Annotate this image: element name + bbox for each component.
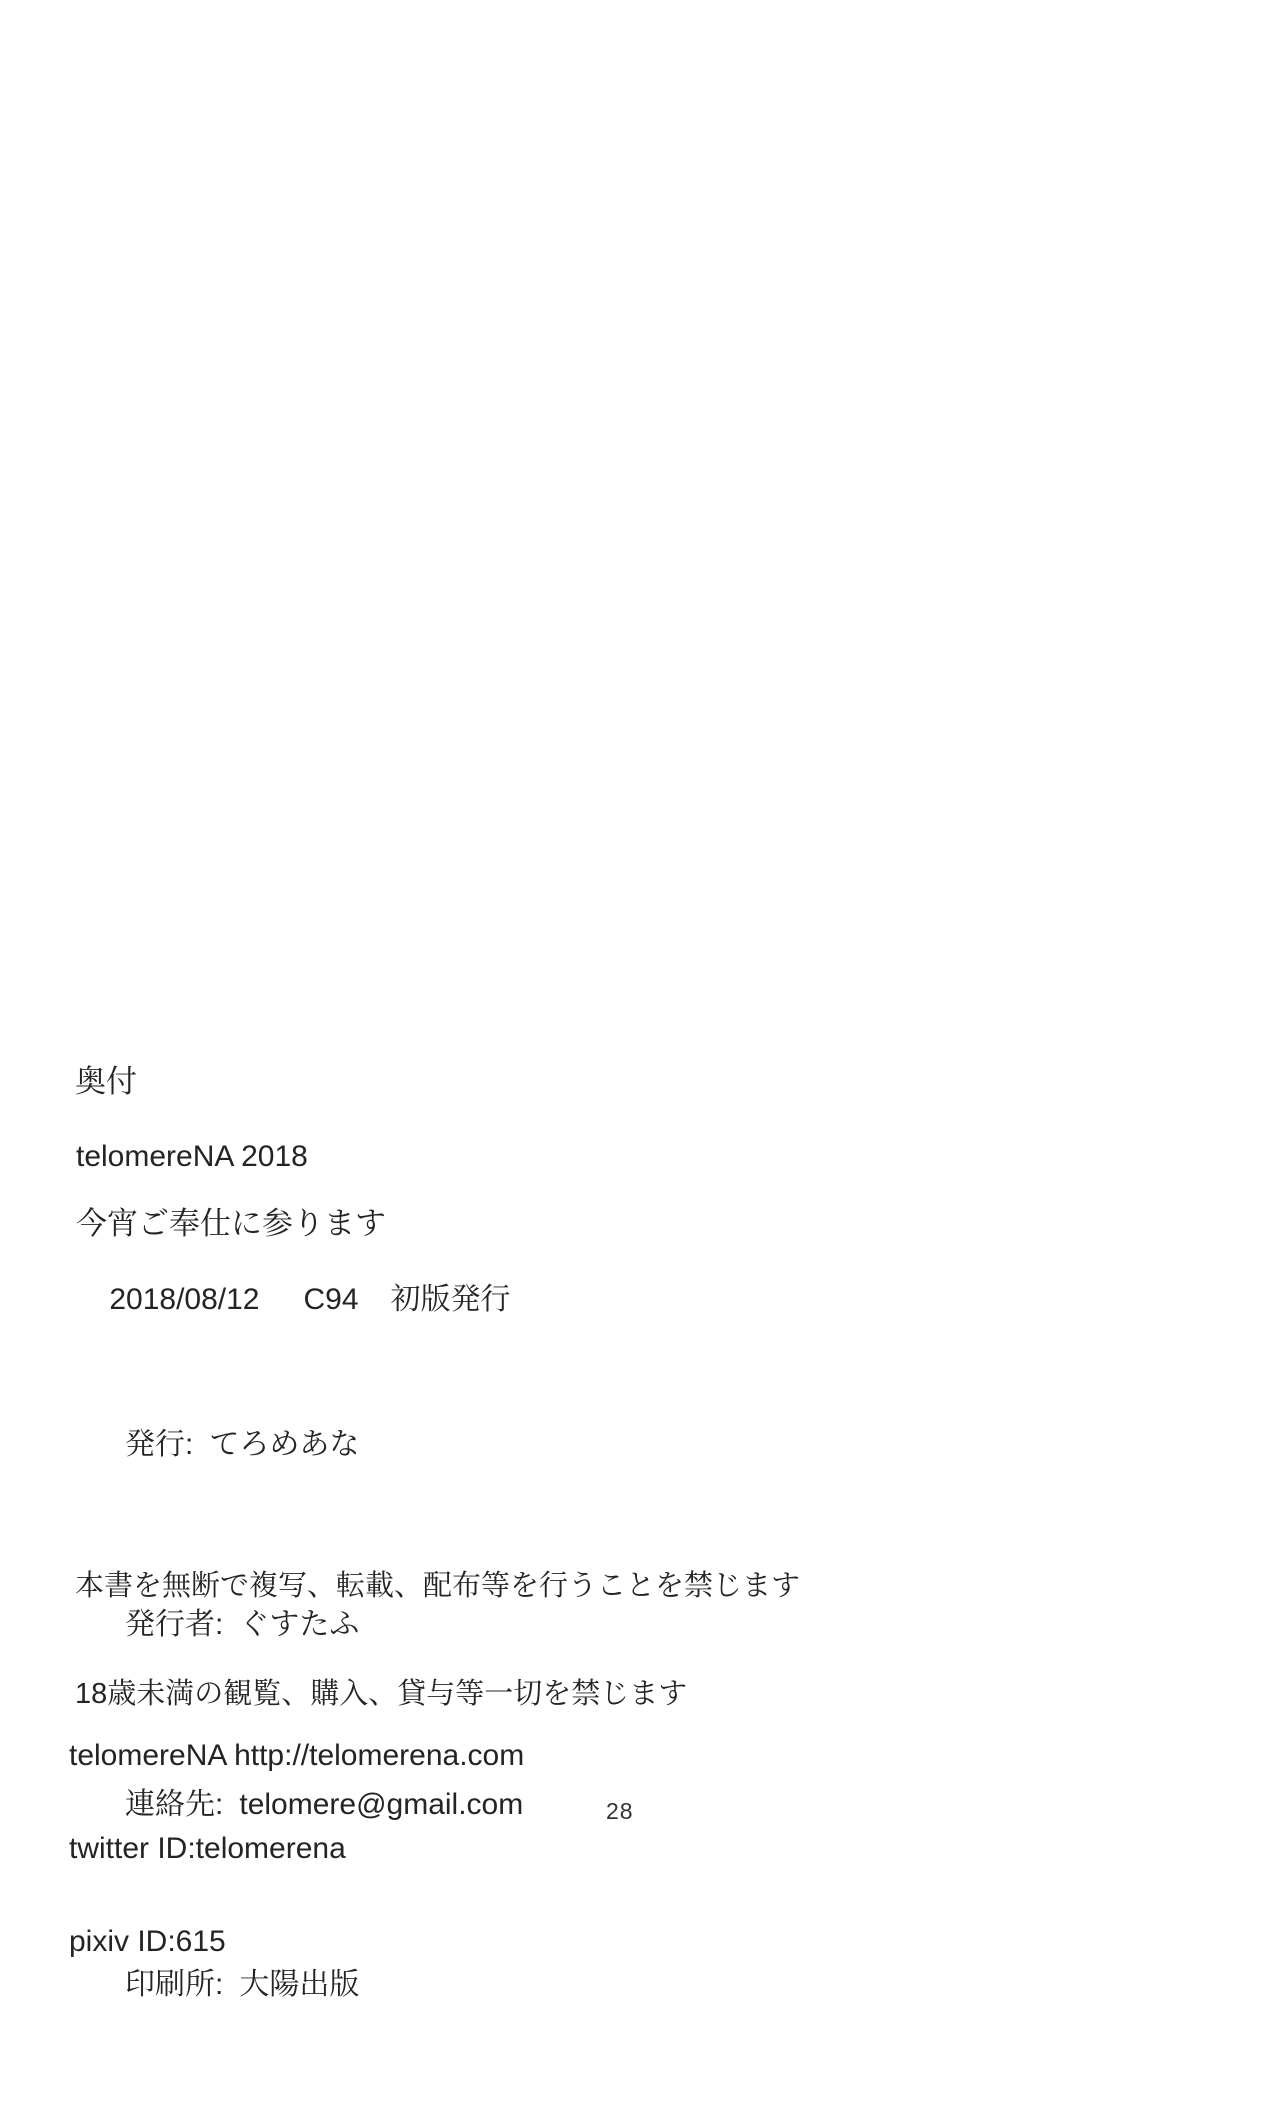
colophon-heading: 奥付 (75, 1064, 137, 1099)
notice-line-age-restriction: 18歳未満の観覧、購入、貸与等一切を禁じます (75, 1678, 688, 1710)
field-contact-value: telomere@gmail.com (239, 1788, 524, 1821)
field-publisher-person-value: ぐすたふ (239, 1608, 360, 1641)
notice-line-reproduction: 本書を無断で複写、転載、配布等を行うことを禁じます (75, 1570, 801, 1602)
circle-name-year: telomereNA 2018 (76, 1140, 308, 1173)
edition-date: 2018/08/12 (109, 1283, 260, 1316)
page-number: 28 (606, 1798, 634, 1824)
field-contact-label: 連絡先: (125, 1788, 224, 1821)
footer-twitter-id: twitter ID:telomerena (69, 1832, 346, 1865)
field-publisher (75, 1391, 523, 1499)
edition-event: C94 (303, 1283, 359, 1316)
field-publisher-value: てろめあな (209, 1428, 360, 1461)
field-printer-value: 大陽出版 (239, 1968, 360, 2001)
field-publisher-person-label: 発行者: (125, 1608, 224, 1641)
book-title: 今宵ご奉仕に参ります (76, 1206, 386, 1241)
field-publisher-label: 発行: (125, 1428, 194, 1461)
footer-contact-block (69, 1678, 524, 2019)
edition-printing: 初版発行 (390, 1283, 511, 1316)
footer-pixiv-id: pixiv ID:615 (69, 1925, 226, 1958)
footer-website: telomereNA http://telomerena.com (69, 1739, 525, 1772)
field-printer-label: 印刷所: (125, 1968, 224, 2001)
